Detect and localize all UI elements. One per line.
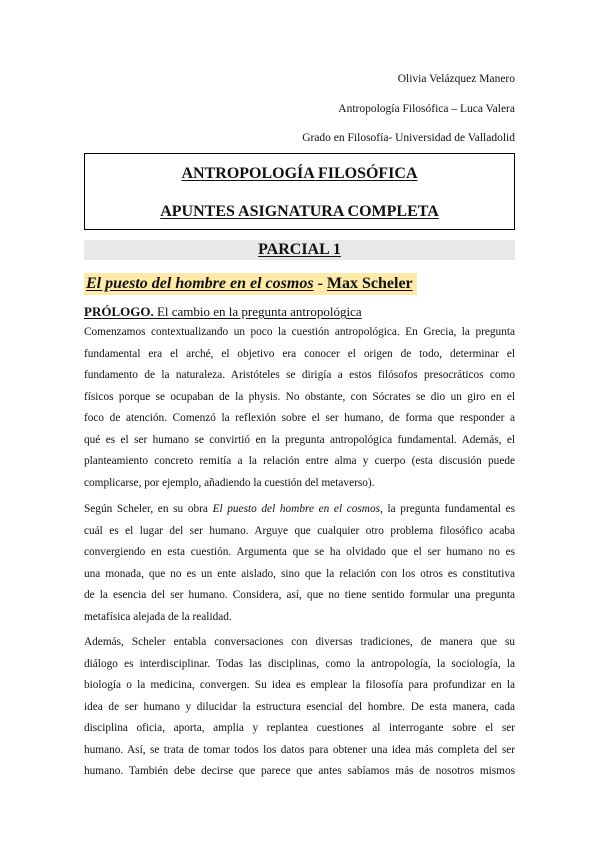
paragraph-text: , la pregunta fundamental es (380, 503, 515, 515)
paragraph-line: convergiendo en esta cuestión. Argumenta que se ha olvidado que el ser humano no es (84, 546, 515, 558)
paragraph-line: fundamento de la naturaleza. Aristóteles se dirigía a estos filósofos presocráticos como (84, 369, 515, 381)
paragraph-line: qué es el ser humano se convirtió en la pregunta antropológica fundamental. Además, el (84, 433, 515, 446)
paragraph-line: biología o la medicina, convergen. Su idea es emplear la filosofía para profundizar en la (84, 679, 515, 691)
course-name: Antropología Filosófica – Luca Valera (338, 103, 515, 115)
document-subtitle: APUNTES ASIGNATURA COMPLETA (160, 203, 439, 220)
paragraph-line: foco de atención. Comenzó la reflexión sobre el ser humano, de forma que responder a (84, 412, 515, 424)
book-author: Max Scheler (326, 275, 413, 292)
paragraph-line: metafísica alejada de la realidad. (84, 610, 232, 623)
book-title: El puesto del hombre en el cosmos (86, 275, 314, 292)
paragraph-line: cuál es el lugar del ser humano. Arguye que cualquier otro problema filosófico acaba (84, 524, 515, 537)
paragraph-line: complicarse, por ejemplo, añadiendo la cuestión del metaverso). (84, 476, 375, 489)
paragraph-line: físicos porque se ocupaban de la physis. No obstante, con Sócrates se dio un giro en el (84, 390, 515, 403)
section-label: PRÓLOGO. (84, 304, 154, 319)
paragraph-line (84, 499, 515, 521)
title-box (84, 153, 515, 230)
degree-name: Grado en Filosofía- Universidad de Valladolid (302, 132, 515, 144)
paragraph-line: planteamiento concreto remitía a la relación entre alma y cuerpo (esta discusión puede (84, 455, 515, 467)
paragraph-line: humano. Así, se trata de tomar todos los datos para obtener una idea más completa del ser (84, 743, 515, 756)
paragraph-line: fundamental era el arché, el objetivo era conocer el origen de todo, determinar el (84, 347, 515, 360)
section-title: El cambio en la pregunta antropológica (153, 304, 362, 319)
paragraph-line: de la esencia del ser humano. Considera, así, que no tiene sentido formular una pregunta (84, 589, 515, 601)
book-heading (84, 273, 417, 295)
section-heading (84, 304, 362, 320)
author-name: Olivia Velázquez Manero (397, 73, 515, 85)
paragraph-line: diálogo es interdisciplinar. Todas las disciplinas, como la antropología, la sociología, la (84, 657, 515, 670)
paragraph-line: Además, Scheler entabla conversaciones con diversas tradiciones, de manera que su (84, 636, 515, 648)
parcial-heading: PARCIAL 1 (258, 241, 341, 258)
document-title: ANTROPOLOGÍA FILOSÓFICA (181, 165, 418, 182)
paragraph-line: idea de ser humano y dilucidar la estructura esencial del hombre. De esta manera, cada (84, 700, 515, 713)
paragraph-line: Comenzamos contextualizando un poco la cuestión antropológica. En Grecia, la pregunta (84, 326, 515, 338)
paragraph-line: humano. También debe decirse que parece que antes sabíamos más de nosotros mismos (84, 765, 515, 777)
paragraph-text: Según Scheler, en su obra (84, 503, 213, 515)
parcial-heading-bar (84, 240, 515, 260)
paragraph-2 (84, 499, 515, 628)
book-title-reference: El puesto del hombre en el cosmos (212, 503, 381, 515)
paragraph-3 (84, 632, 515, 783)
book-heading-separator: - (313, 275, 327, 292)
paragraph-line: una monada, que no es un ente aislado, sino que la relación con los otros es constitutiva (84, 567, 515, 580)
paragraph-1 (84, 322, 515, 494)
paragraph-line: disciplina oficia, aporta, amplia y replantea cuestiones al interrogante sobre el ser (84, 722, 515, 734)
